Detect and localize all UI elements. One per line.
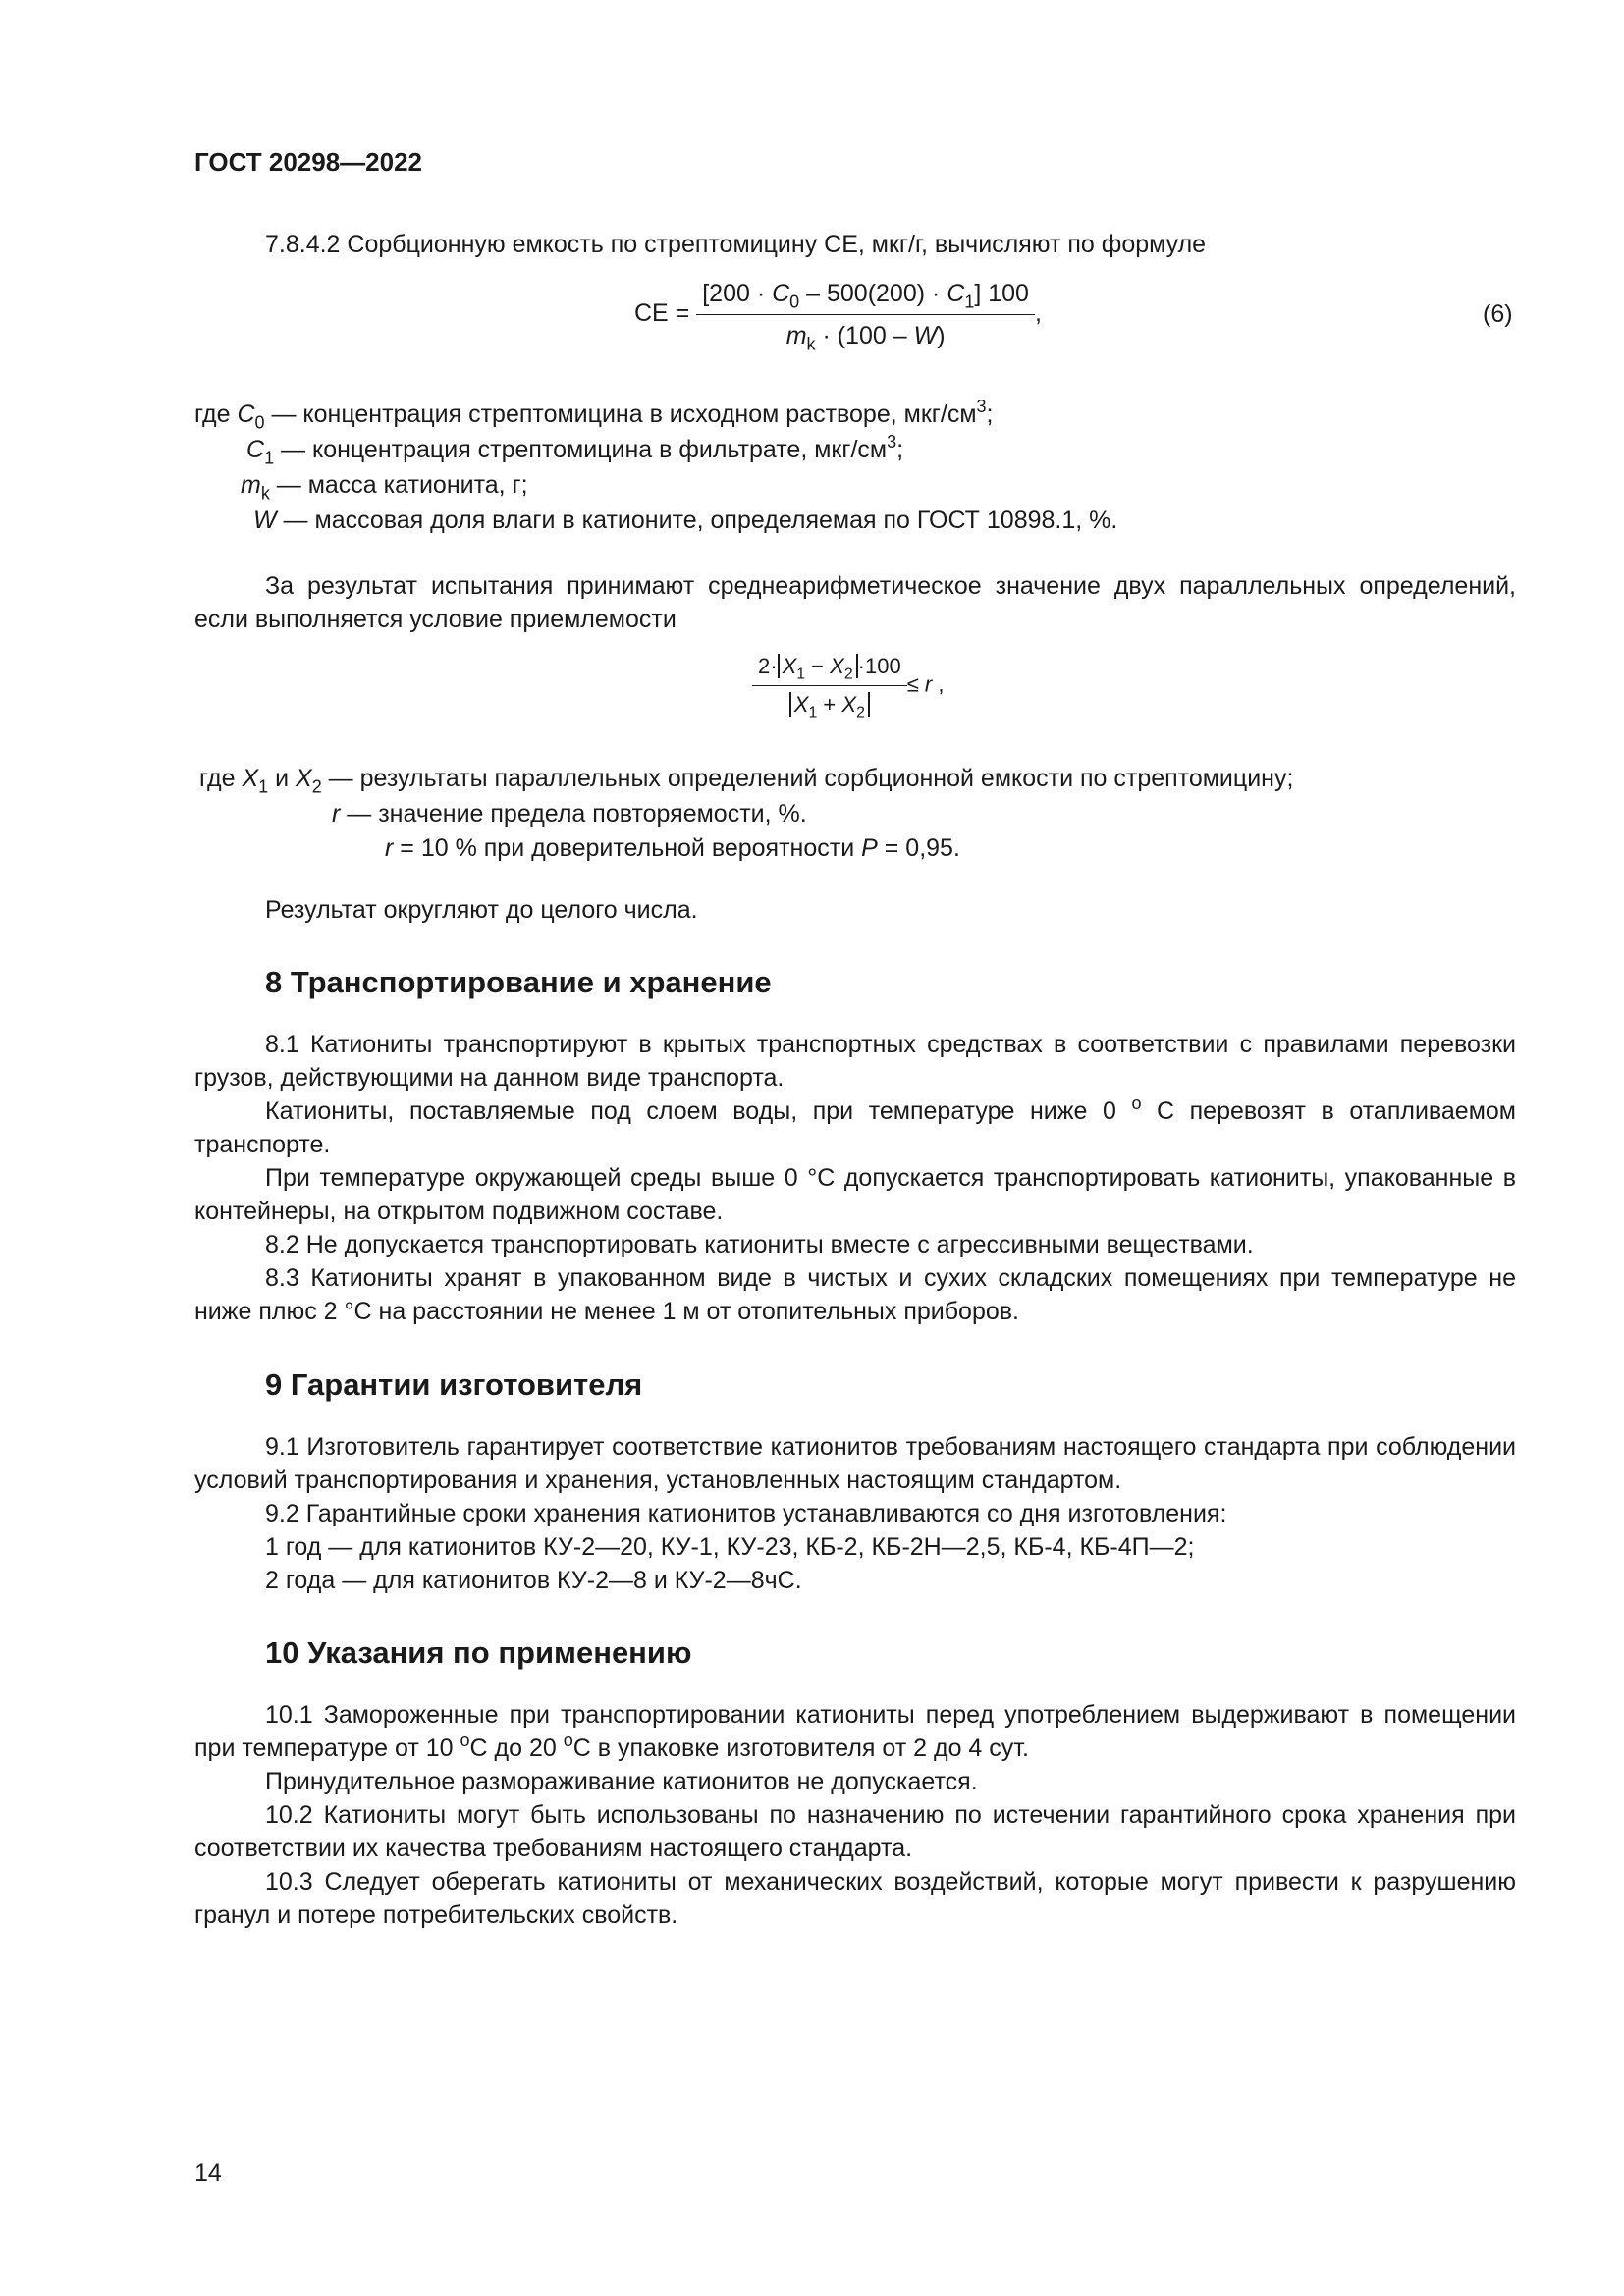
acceptance-intro: За результат испытания принимают среднеарифметическое значение двух параллельных определений, если выполняется условие приемлемости [194, 572, 1516, 633]
where2-r: r — значение предела повторяемости, %. [332, 800, 807, 828]
section-10-title: 10 Указания по применению [265, 1635, 692, 1670]
section-10-p2: Принудительное размораживание катионитов не допускается. [265, 1768, 978, 1795]
section-9-p2: 9.2 Гарантийные сроки хранения катионитов устанавливаются со дня изготовления: [265, 1500, 1227, 1527]
section-9-p1: 9.1 Изготовитель гарантирует соответствие катионитов требованиям настоящего стандарта при соблюдении условий транспортирования и хранения, установленных настоящим стандартом. [194, 1433, 1516, 1494]
acceptance-numerator: $2\cdot X_1 - X_2 \cdot 100$ [752, 652, 907, 686]
section-9-title: 9 Гарантии изготовителя [265, 1367, 643, 1402]
formula-lhs: СЕ = [634, 299, 690, 328]
acceptance-formula: $\frac{2\cdot X_1 - X_2 \cdot 100}{X_1 + X_2}$ ≤ r , [752, 652, 944, 720]
formula-fraction [696, 277, 1035, 352]
section-10-p3: 10.2 Катиониты могут быть использованы по назначению по истечении гарантийного срока хранения при соответствии их качества требованиям настоящего стандарта. [194, 1801, 1516, 1862]
rounding-note: Результат округляют до целого числа. [265, 896, 698, 924]
section-10-p1: 10.1 Замороженные при транспортировании катиониты перед употреблением выдерживают в помещении при температуре от 10 $^о$С до 20 $^о$С в упаковке изготовителя от 2 до 4 сут. [194, 1701, 1516, 1762]
where-c1: $C_1$ — концентрация стрептомицина в фильтрате, мкг/$см^3$; [246, 432, 904, 468]
section-8-title: 8 Транспортирование и хранение [265, 965, 772, 999]
section-8-p4: 8.2 Не допускается транспортировать катиониты вместе с агрессивными веществами. [265, 1231, 1254, 1258]
section-8-p2: Катиониты, поставляемые под слоем воды, при температуре ниже 0 $^о$ С перевозят в отапливаемом транспорте. [194, 1094, 1516, 1158]
section-10-p4: 10.3 Следует оберегать катиониты от механических воздействий, которые могут привести к разрушению гранул и потере потребительских свойств. [194, 1868, 1516, 1929]
formula-denominator: $m_k \cdot (100 - W)$ [785, 322, 946, 354]
where2-x1-x2: где $X_1$ и $X_2$ — результаты параллельных определений сорбционной емкости по стрептомицину; [199, 765, 1294, 797]
formula-trail: , [1034, 299, 1042, 328]
clause-7-8-4-2-intro: 7.8.4.2 Сорбционную емкость по стрептомицину СЕ, мкг/г, вычисляют по формуле [265, 231, 1207, 258]
page-number: 14 [194, 2160, 222, 2187]
section-9-p4: 2 года — для катионитов КУ-2—8 и КУ-2—8чС. [265, 1567, 802, 1594]
formula-number: (6) [1483, 300, 1513, 328]
where2-r-value: r = 10 % при доверительной вероятности P = 0,95. [385, 834, 960, 862]
section-8-p1: 8.1 Катиониты транспортируют в крытых транспортных средствах в соответствии с правилами перевозки грузов, действующими на данном виде транспорта. [194, 1031, 1516, 1092]
where-mk: $m_k$ — масса катионита, г; [241, 471, 528, 504]
section-8-p5: 8.3 Катиониты хранят в упакованном виде в чистых и сухих складских помещениях при температуре не ниже плюс 2 °С на расстоянии не менее 1 м от отопительных приборов. [194, 1264, 1516, 1325]
acceptance-fraction [752, 652, 907, 720]
formula-numerator: $[200 \cdot C_0 - 500(200) \cdot C_1]$ 100 [696, 277, 1035, 315]
formula-6 [634, 277, 1042, 352]
document-header: ГОСТ 20298—2022 [194, 147, 422, 177]
where-w: W — массовая доля влаги в катионите, определяемая по ГОСТ 10898.1, %. [253, 507, 1118, 534]
acceptance-denominator: $X_1 + X_2$ [752, 686, 907, 720]
section-8-p3: При температуре окружающей среды выше 0 °С допускается транспортировать катиониты, упакованные в контейнеры, на открытом подвижном составе. [194, 1164, 1516, 1225]
section-9-p3: 1 год — для катионитов КУ-2—20, КУ-1, КУ-23, КБ-2, КБ-2Н—2,5, КБ-4, КБ-4П—2; [265, 1533, 1195, 1561]
where-c0: где $C_0$ — концентрация стрептомицина в исходном растворе, мкг/$см^3$; [194, 397, 994, 433]
